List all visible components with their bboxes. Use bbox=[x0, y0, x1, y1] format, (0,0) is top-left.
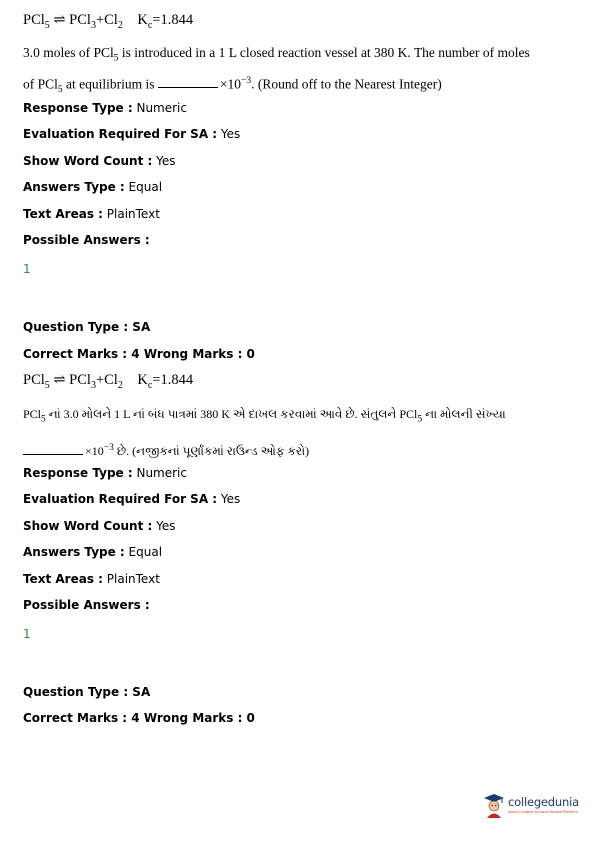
graduate-mascot-icon bbox=[483, 793, 505, 819]
answer-blank bbox=[158, 86, 218, 88]
marks: Correct Marks : 4 Wrong Marks : 0 bbox=[23, 347, 255, 361]
evaluation-required: Evaluation Required For SA : Yes bbox=[23, 127, 241, 141]
logo-wordmark: collegedunia bbox=[508, 795, 579, 809]
equilibrium-equation: PCl$_5$ ⇌ $PCl_3+Cl_2$ $K_c=1.844$ bbox=[23, 12, 194, 31]
marks: Correct Marks : 4 Wrong Marks : 0 bbox=[23, 711, 255, 725]
answers-type: Answers Type : Equal bbox=[23, 180, 163, 194]
possible-answers: Possible Answers : bbox=[23, 233, 150, 247]
collegedunia-logo bbox=[483, 793, 583, 823]
question-type: Question Type : SA bbox=[23, 685, 151, 699]
text-areas: Text Areas : PlainText bbox=[23, 207, 160, 221]
answer-blank bbox=[23, 453, 83, 455]
evaluation-required: Evaluation Required For SA : Yes bbox=[23, 492, 241, 506]
possible-answers: Possible Answers : bbox=[23, 598, 150, 612]
answers-type: Answers Type : Equal bbox=[23, 545, 163, 559]
answer-value: 1 bbox=[23, 627, 31, 641]
question-type: Question Type : SA bbox=[23, 320, 151, 334]
show-word-count: Show Word Count : Yes bbox=[23, 519, 176, 533]
question-text: 3.0 moles of PCl$_5$ is introduced in a 1 L closed reaction vessel at 380 K. The number of moles of PCl$_5$ at equilibrium is $\times 10^{-3}$. (Round off to the Nearest Integer) bbox=[23, 45, 530, 95]
answer-value: 1 bbox=[23, 262, 31, 276]
question-text-gujarati: PCl$_5$ નાં 3.0 મોલને 1 L નાં બંધ પાત્રમાં 380 K એ દાખલ કરવામાં આવે છે. સંતુલને PCl$_5$ ના મોલની સંખ્યા $\times 10^{-3}$ છે. (નજીકનાં પૂર્ણાંકમાં રાઉન્ડ ઓફ કરો) bbox=[23, 407, 506, 459]
show-word-count: Show Word Count : Yes bbox=[23, 154, 176, 168]
equilibrium-equation: PCl$_5$ ⇌ $PCl_3+Cl_2$ $K_c=1.844$ bbox=[23, 372, 194, 391]
response-type: Response Type : Numeric bbox=[23, 466, 187, 480]
response-type: Response Type : Numeric bbox=[23, 101, 187, 115]
logo-tagline: India's Largest Student Review Platform bbox=[508, 810, 578, 814]
text-areas: Text Areas : PlainText bbox=[23, 572, 160, 586]
